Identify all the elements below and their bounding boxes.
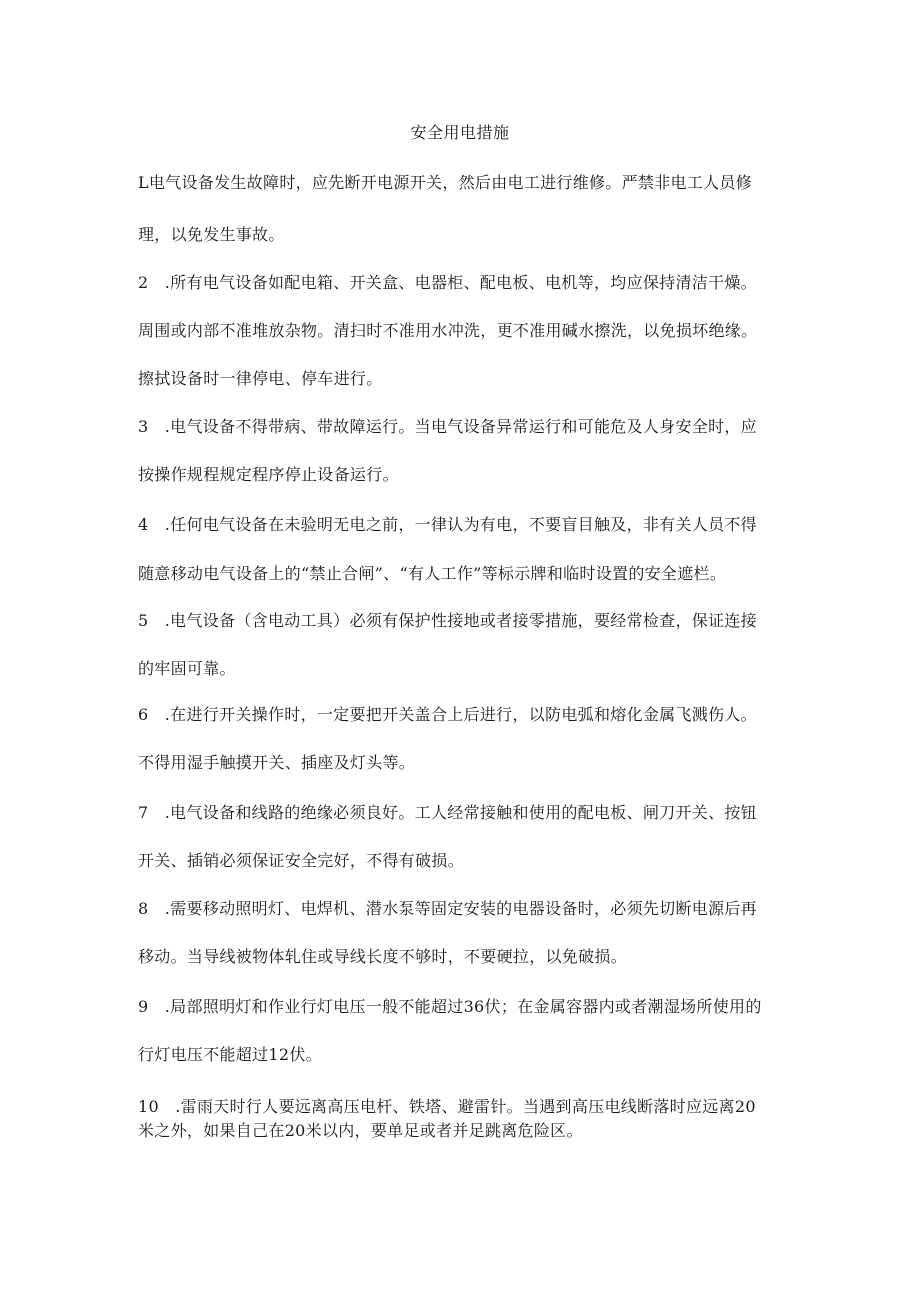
text-line: 5 .电气设备（含电动工具）必须有保护性接地或者接零措施，要经常检查，保证连接	[138, 611, 757, 630]
text-line: 按操作规程规定程序停止设备运行。	[138, 465, 399, 484]
text-line: 米之外，如果自己在20米以内，要单足或者并足跳离危险区。	[138, 1121, 583, 1140]
text-line: 3 .电气设备不得带病、带故障运行。当电气设备异常运行和可能危及人身安全时，应	[138, 417, 757, 436]
text-line: 随意移动电气设备上的“禁止合闸”、“有人工作”等标示牌和临时设置的安全遮栏。	[138, 564, 727, 583]
text-line: L电气设备发生故障时，应先断开电源开关，然后由电工进行维修。严禁非电工人员修	[138, 173, 753, 192]
text-line: 擦拭设备时一律停电、停车进行。	[138, 369, 383, 388]
text-line: 2 .所有电气设备如配电箱、开关盒、电器柜、配电板、电机等，均应保持清洁干燥。	[138, 273, 757, 292]
text-line: 7 .电气设备和线路的绝缘必须良好。工人经常接触和使用的配电板、闸刀开关、按钮	[138, 803, 757, 822]
text-line: 10 .雷雨天时行人要远离高压电杆、铁塔、避雷针。当遇到高压电线断落时应远离20	[138, 1097, 756, 1116]
text-line: 9 .局部照明灯和作业行灯电压一般不能超过36伏；在金属容器内或者潮湿场所使用的	[138, 997, 762, 1016]
text-line: 开关、插销必须保证安全完好，不得有破损。	[138, 851, 465, 870]
text-line: 的牢固可靠。	[138, 659, 236, 678]
text-line: 6 .在进行开关操作时，一定要把开关盖合上后进行，以防电弧和熔化金属飞溅伤人。	[138, 705, 757, 724]
text-line: 8 .需要移动照明灯、电焊机、潜水泵等固定安装的电器设备时，必须先切断电源后再	[138, 899, 757, 918]
text-line: 不得用湿手触摸开关、插座及灯头等。	[138, 753, 416, 772]
text-line: 周围或内部不准堆放杂物。清扫时不准用水冲洗，更不准用碱水擦洗，以免损坏绝缘。	[138, 321, 758, 340]
text-line: 4 .任何电气设备在未验明无电之前，一律认为有电，不要盲目触及，非有关人员不得	[138, 515, 757, 534]
page-title: 安全用电措施	[410, 123, 510, 142]
text-line: 行灯电压不能超过12伏。	[138, 1045, 322, 1064]
text-line: 理，以免发生事故。	[138, 225, 285, 244]
text-line: 移动。当导线被物体轧住或导线长度不够时，不要硬拉，以免破损。	[138, 947, 628, 966]
